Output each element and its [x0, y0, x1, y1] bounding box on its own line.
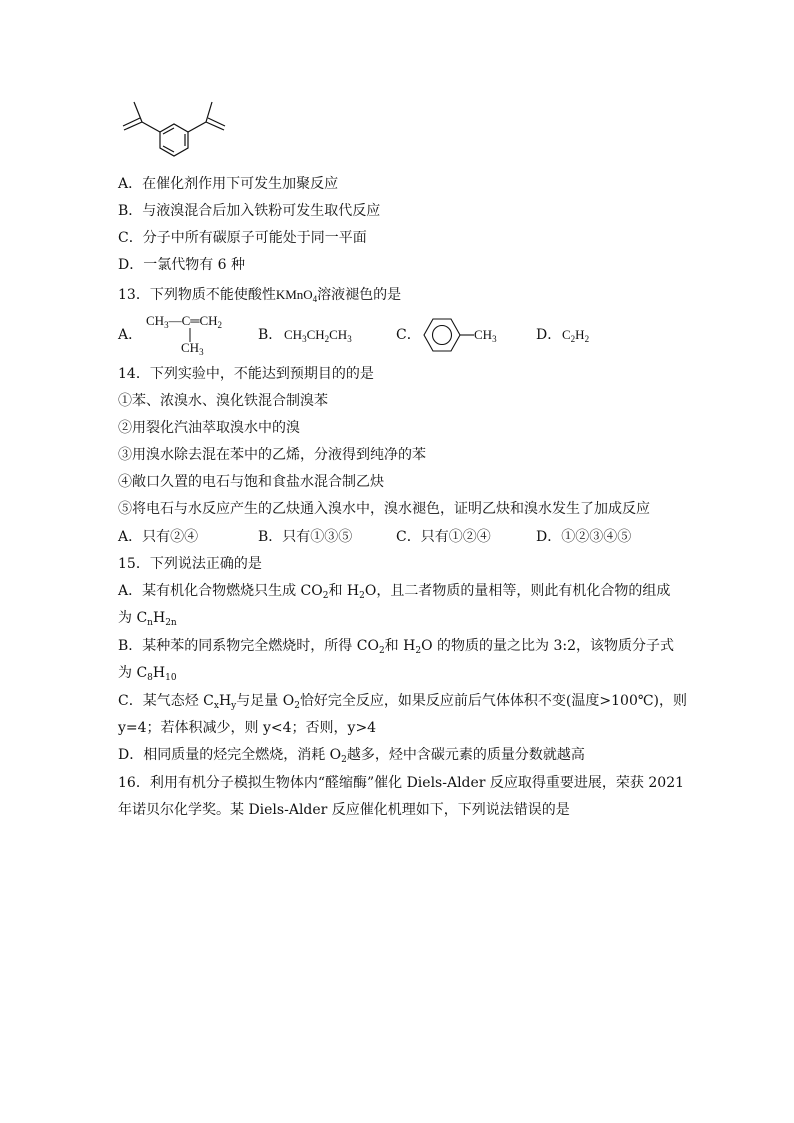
q15-option-b-line1: B．某种苯的同系物完全燃烧时，所得 $CO_2$和 $H_2O$ 的物质的量之比为 3:2，该物质分子式 [118, 638, 674, 656]
q15-option-c-line2: y=4；若体积减少，则 y<4；否则，y>4 [118, 720, 377, 736]
q15-option-a-line1: A．某有机化合物燃烧只生成 $CO_2$和 $H_2O$，且二者物质的量相等，则此有机化合物的组成 [118, 583, 671, 601]
q13-option-c-label: C． [396, 327, 421, 343]
q13-option-c-formula: $CH_3$ [474, 327, 497, 344]
q12-option-b: B．与液溴混合后加入铁粉可发生取代反应 [118, 203, 381, 219]
q16-stem-line1: 16．利用有机分子模拟生物体内“醛缩酶”催化 Diels-Alder 反应取得重要进展，荣获 2021 [118, 775, 685, 791]
toluene-structure [420, 316, 476, 354]
q14-item-5: ⑤将电石与水反应产生的乙炔通入溴水中，溴水褪色，证明乙炔和溴水发生了加成反应 [118, 501, 650, 517]
q15-option-b-line2: 为 $C_8H_{10}$ [118, 665, 177, 683]
q16-stem-line2: 年诺贝尔化学奖。某 Diels-Alder 反应催化机理如下，下列说法错误的是 [118, 802, 570, 818]
q13-option-d-formula: $C_2H_2$ [562, 327, 590, 344]
kmno4-formula: KMnO$_4$ [275, 287, 318, 304]
q13-option-b-formula: $CH_3CH_2CH_3$ [284, 327, 352, 344]
q14-item-2: ②用裂化汽油萃取溴水中的溴 [118, 420, 300, 436]
q13-option-b-label: B． [258, 327, 283, 343]
q14-option-a: A．只有②④ [118, 529, 199, 545]
q14-option-b: B．只有①③⑤ [258, 529, 353, 545]
q13-stem: 13．下列物质不能使酸性KMnO$_4$溶液褪色的是 [118, 287, 402, 304]
q15-option-a-line2: 为 $C_nH_{2n}$ [118, 610, 177, 628]
q14-option-c: C．只有①②④ [396, 529, 491, 545]
q12-option-a: A．在催化剂作用下可发生加聚反应 [118, 176, 339, 192]
q14-option-d: D．①②③④⑤ [536, 529, 632, 545]
q14-item-1: ①苯、浓溴水、溴化铁混合制溴苯 [118, 393, 328, 409]
q13-option-d-label: D． [536, 327, 562, 343]
q12-option-c: C．分子中所有碳原子可能处于同一平面 [118, 230, 367, 246]
q13-option-a-formula-bottom: $CH_3$ [181, 340, 204, 357]
q15-stem: 15．下列说法正确的是 [118, 556, 262, 572]
q12-option-d: D．一氯代物有 6 种 [118, 257, 246, 273]
q13-option-a-formula-top: $CH_3—C═CH_2$ [146, 313, 223, 330]
q15-option-d: D．相同质量的烃完全燃烧，消耗 $O_2$越多，烃中含碳元素的质量分数就越高 [118, 747, 585, 765]
q14-item-3: ③用溴水除去混在苯中的乙烯，分液得到纯净的苯 [118, 447, 426, 463]
q15-option-c-line1: C．某气态烃 $C_xH_y$与足量 $O_2$恰好完全反应，如果反应前后气体体积不变(温度>100℃)，则 [118, 693, 687, 711]
q14-item-4: ④敞口久置的电石与饱和食盐水混合制乙炔 [118, 474, 384, 490]
q13-option-a-label: A． [118, 327, 143, 343]
diisopropenylbenzene-structure [112, 94, 242, 166]
q14-stem: 14．下列实验中，不能达到预期目的的是 [118, 366, 374, 382]
